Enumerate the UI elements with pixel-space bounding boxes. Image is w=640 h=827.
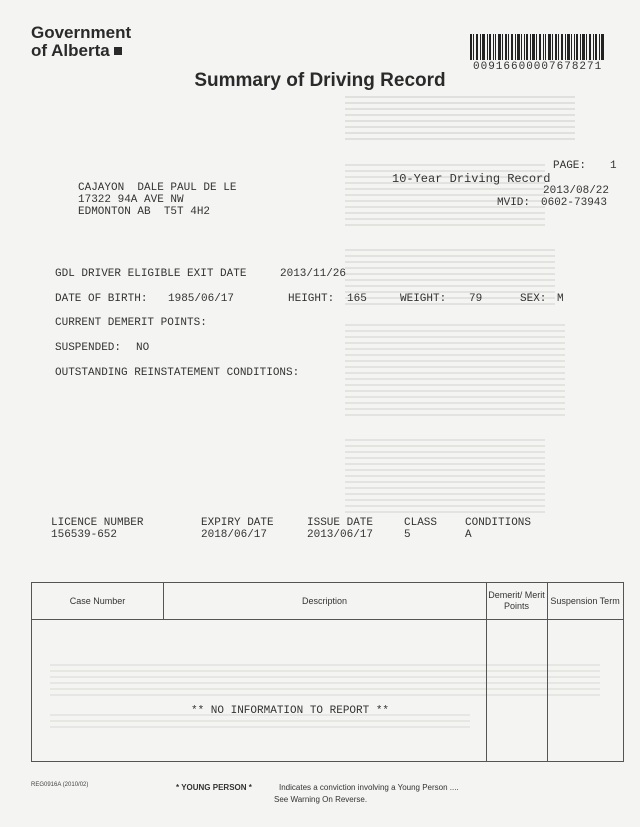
class-header: CLASS bbox=[404, 517, 438, 529]
sex-label: SEX: bbox=[520, 293, 547, 305]
issue-date-value: 2013/06/17 bbox=[307, 529, 374, 541]
gdl-exit-date: 2013/11/26 bbox=[280, 268, 347, 280]
issue-date-header: ISSUE DATE bbox=[307, 517, 374, 529]
barcode bbox=[470, 34, 604, 60]
column-divider bbox=[547, 583, 548, 761]
conditions-value: A bbox=[465, 529, 472, 541]
record-type: 10-Year Driving Record bbox=[392, 172, 551, 186]
logo-line-alberta: of Alberta bbox=[31, 41, 110, 60]
conditions-header: CONDITIONS bbox=[465, 517, 532, 529]
page-label: PAGE: bbox=[553, 160, 587, 172]
demerit-points-column-header: Demerit/ Merit Points bbox=[488, 590, 545, 611]
suspended-value: NO bbox=[136, 342, 150, 354]
logo-line-government: Government bbox=[31, 23, 132, 42]
class-value: 5 bbox=[404, 529, 411, 541]
table-header-row bbox=[32, 583, 623, 620]
licence-number-value: 156539-652 bbox=[51, 529, 118, 541]
weight-label: WEIGHT: bbox=[400, 293, 447, 305]
page-title: Summary of Driving Record bbox=[194, 70, 446, 91]
column-divider bbox=[163, 583, 164, 619]
licence-number-header: LICENCE NUMBER bbox=[51, 517, 144, 529]
weight-value: 79 bbox=[469, 293, 483, 305]
young-person-note: Indicates a conviction involving a Young Person .... bbox=[279, 783, 459, 792]
mvid-label: MVID: bbox=[497, 197, 531, 209]
young-person-marker: * YOUNG PERSON * bbox=[176, 783, 252, 792]
dob-value: 1985/06/17 bbox=[168, 293, 235, 305]
expiry-date-header: EXPIRY DATE bbox=[201, 517, 274, 529]
driver-name: CAJAYON DALE PAUL DE LE bbox=[78, 182, 237, 194]
description-column-header: Description bbox=[301, 596, 348, 606]
no-information-message: ** NO INFORMATION TO REPORT ** bbox=[191, 705, 390, 717]
logo-line-alberta-wrap bbox=[31, 42, 131, 60]
page-number: 1 bbox=[610, 160, 617, 172]
suspension-term-column-header: Suspension Term bbox=[550, 596, 620, 606]
gdl-exit-label: GDL DRIVER ELIGIBLE EXIT DATE bbox=[55, 268, 247, 280]
reinstatement-conditions-label: OUTSTANDING REINSTATEMENT CONDITIONS: bbox=[55, 367, 300, 379]
expiry-date-value: 2018/06/17 bbox=[201, 529, 268, 541]
government-of-alberta-logo bbox=[31, 24, 131, 60]
address-street: 17322 94A AVE NW bbox=[78, 194, 184, 206]
address-city: EDMONTON AB T5T 4H2 bbox=[78, 206, 211, 218]
height-label: HEIGHT: bbox=[288, 293, 335, 305]
suspended-label: SUSPENDED: bbox=[55, 342, 122, 354]
dob-label: DATE OF BIRTH: bbox=[55, 293, 148, 305]
sex-value: M bbox=[557, 293, 564, 305]
mvid-value: 0602-73943 bbox=[541, 197, 608, 209]
demerit-points-label: CURRENT DEMERIT POINTS: bbox=[55, 317, 207, 329]
see-warning-note: See Warning On Reverse. bbox=[274, 795, 368, 804]
case-number-column-header: Case Number bbox=[69, 596, 126, 606]
convictions-table bbox=[31, 582, 624, 762]
record-date: 2013/08/22 bbox=[543, 185, 610, 197]
logo-square-icon bbox=[114, 47, 122, 55]
column-divider bbox=[486, 583, 487, 761]
form-code: REG0916A (2010/02) bbox=[31, 782, 89, 788]
height-value: 165 bbox=[347, 293, 367, 305]
barcode-number: 00916600007678271 bbox=[473, 61, 603, 73]
